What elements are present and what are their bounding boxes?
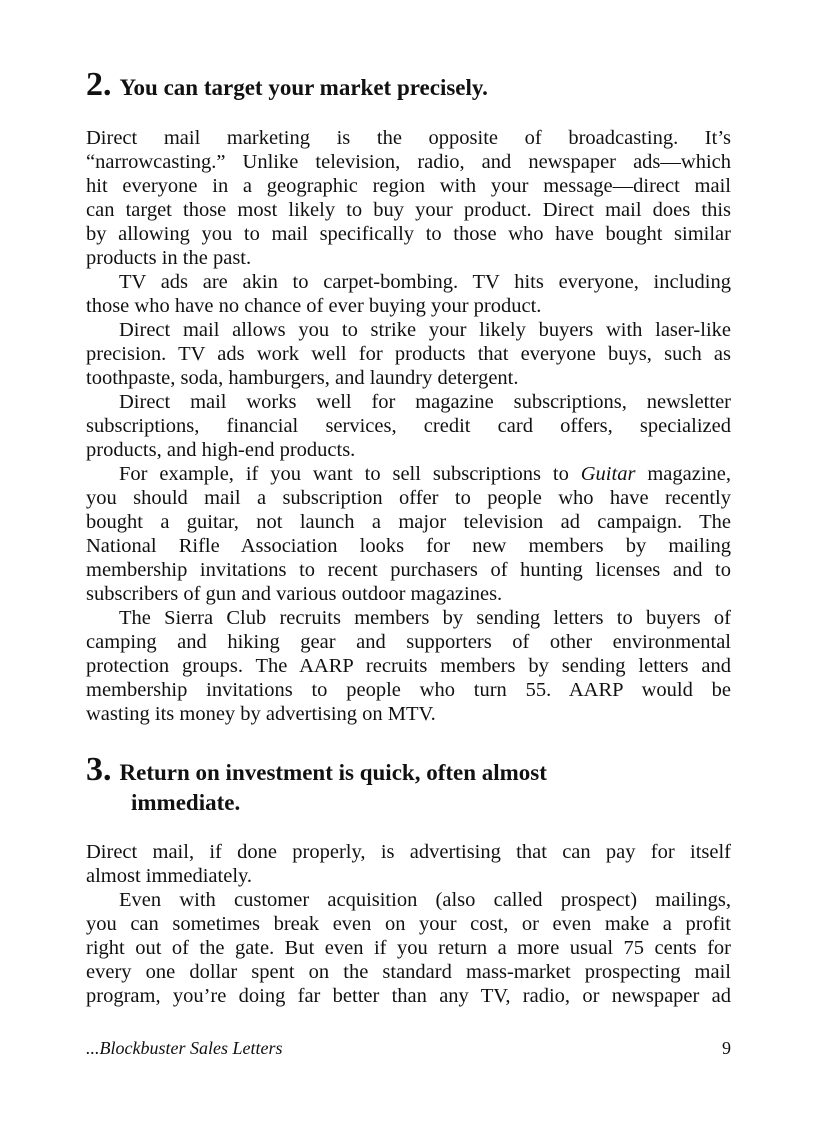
paragraph (86, 390, 731, 462)
section-number: 2. (86, 66, 112, 103)
page-number: 9 (722, 1038, 731, 1058)
text-line: can target those most likely to buy your product. Direct mail does this (86, 199, 731, 221)
text-line: “narrowcasting.” Unlike television, radio, and newspaper ads—which (86, 151, 731, 173)
text-line: by allowing you to mail specifically to those who have bought similar (86, 223, 731, 245)
section-title-continued: immediate. (131, 790, 241, 815)
text-line: Direct mail allows you to strike your likely buyers with laser-like (119, 319, 731, 341)
text-line: TV ads are akin to carpet-bombing. TV hits everyone, including (119, 271, 731, 293)
text-line: those who have no chance of ever buying your product. (86, 295, 542, 317)
paragraph (86, 126, 731, 270)
text-line: almost immediately. (86, 865, 253, 887)
text-line: bought a guitar, not launch a major television ad campaign. The (86, 511, 731, 533)
text-line: precision. TV ads work well for products that everyone buys, such as (86, 343, 731, 365)
section-title: You can target your market precisely. (119, 75, 488, 100)
paragraph (86, 606, 731, 726)
text-line: subscribers of gun and various outdoor magazines. (86, 583, 503, 605)
text-line: you can sometimes break even on your cost, or even make a profit (86, 913, 731, 935)
section-3-heading (86, 751, 547, 818)
text-line: membership invitations to recent purchasers of hunting licenses and to (86, 559, 731, 581)
text-line: products, and high-end products. (86, 439, 356, 461)
text-line: The Sierra Club recruits members by sending letters to buyers of (119, 607, 731, 629)
italic-title: Guitar (580, 463, 636, 485)
text-line: National Rifle Association looks for new members by mailing (86, 535, 731, 557)
paragraph (86, 888, 731, 1008)
section-3-body (86, 840, 731, 1008)
section-2-heading (86, 66, 488, 103)
page-footer (86, 1038, 731, 1059)
text-line: Direct mail, if done properly, is advertising that can pay for itself (86, 841, 731, 863)
paragraph (86, 270, 731, 318)
text-line: Direct mail works well for magazine subscriptions, newsletter (119, 391, 731, 413)
text-line: every one dollar spent on the standard mass-market prospecting mail (86, 961, 731, 983)
text-line: toothpaste, soda, hamburgers, and laundry detergent. (86, 367, 519, 389)
paragraph (86, 318, 731, 390)
text-line: you should mail a subscription offer to people who have recently (86, 487, 731, 509)
paragraph (86, 462, 731, 606)
text-line: Even with customer acquisition (also called prospect) mailings, (119, 889, 731, 911)
text-line: membership invitations to people who turn 55. AARP would be (86, 679, 731, 701)
text-line: subscriptions, financial services, credit card offers, specialized (86, 415, 731, 437)
section-title: Return on investment is quick, often almost (119, 760, 547, 785)
text-line: right out of the gate. But even if you return a more usual 75 cents for (86, 937, 731, 959)
paragraph (86, 840, 731, 888)
section-number: 3. (86, 751, 112, 788)
text-line: products in the past. (86, 247, 252, 269)
running-footer-title: ...Blockbuster Sales Letters (86, 1038, 283, 1058)
text-line: hit everyone in a geographic region with your message—direct mail (86, 175, 731, 197)
text-line: protection groups. The AARP recruits members by sending letters and (86, 655, 731, 677)
text-line: For example, if you want to sell subscriptions to Guitar magazine, (119, 463, 731, 485)
text-line: program, you’re doing far better than any TV, radio, or newspaper ad (86, 985, 731, 1007)
text-line: camping and hiking gear and supporters of other environmental (86, 631, 731, 653)
section-2-body (86, 126, 731, 726)
text-line: wasting its money by advertising on MTV. (86, 703, 436, 725)
text-line: Direct mail marketing is the opposite of broadcasting. It’s (86, 127, 731, 149)
